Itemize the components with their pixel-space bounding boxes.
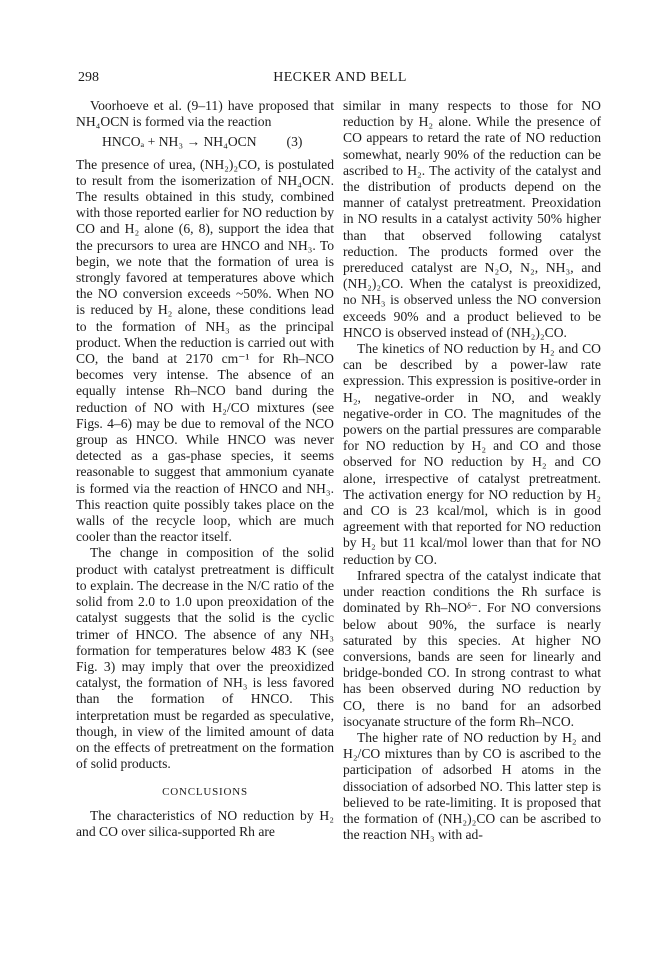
page-number: 298 — [78, 70, 99, 85]
page-header — [78, 68, 602, 88]
right-column — [343, 98, 601, 843]
paragraph-conclusions-start: The characteristics of NO reduction by H₂ and CO over silica-supported Rh are — [76, 807, 334, 839]
paragraph-infrared: Infrared spectra of the catalyst indicate that under reaction conditions the Rh surface is dominated by Rh–NOᵟ⁻. For NO conversions below about 90%, the surface is nearly saturated by this species. At higher NO conversions, bands are seen for linearly and bridge-bonded CO. In strong contrast to what has been observed during NO reduction by CO, there is no band for an adsorbed isocyanate structure of the form Rh–NCO. — [343, 567, 601, 729]
running-head: HECKER AND BELL — [273, 70, 407, 85]
equation-3 — [76, 134, 334, 150]
paragraph-conclusions-continued: similar in many respects to those for NO reduction by H₂ alone. While the presence of CO appears to retard the rate of NO reduction somewhat, nearly 90% of the reduction can be ascribed to H₂. The activity of the catalyst and the distribution of products depend on the manner of catalyst pretreatment. Preoxidation in NO results in a catalyst activity 50% higher than that observed following catalyst reduction. The products formed over the prereduced catalyst are N₂O, N₂, NH₃, and (NH₂)₂CO. When the catalyst is preoxidized, no NH₃ is observed unless the NO conversion exceeds 90% and a product believed to be HNCO is observed instead of (NH₂)₂CO. — [343, 98, 601, 340]
equation-number: (3) — [286, 134, 303, 150]
paragraph-urea: The presence of urea, (NH₂)₂CO, is postulated to result from the isomerization of NH₄OCN. The results obtained in this study, combined with those reported earlier for NO reduction by CO and H₂ alone (6, 8), support the idea that the precursors to urea are HNCO and NH₃. To begin, we note that the formation of urea is strongly favored at temperatures above which the NO conversion exceeds ~50%. When NO is reduced by H₂ alone, these conditions lead to the formation of NH₃ as the principal product. When the reduction is carried out with CO, the band at 2170 cm⁻¹ for Rh–NCO becomes very intense. The absence of an equally intense Rh–NCO band during the reduction of NO with H₂/CO mixtures (see Figs. 4–6) may be due to removal of the NCO group as HNCO. While HNCO was never detected as a gas-phase species, it seems reasonable to suggest that ammonium cyanate is formed via the reaction of HNCO and NH₃. This reaction quite possibly takes place on the walls of the recycle loop, which are much cooler than the reactor itself. — [76, 156, 334, 545]
paragraph-kinetics: The kinetics of NO reduction by H₂ and CO can be described by a power-law rate expression. This expression is positive-order in H₂, negative-order in NO, and weakly negative-order in CO. The magnitudes of the powers on the partial pressures are comparable for NO reduction by H₂ and CO and those observed for NO reduction by H₂ and CO alone, irrespective of catalyst pretreatment. The activation energy for NO reduction by H₂ and CO is 23 kcal/mol, which is in good agreement with that reported for NO reduction by H₂ but 11 kcal/mol lower than that for NO reduction by CO. — [343, 341, 601, 567]
paragraph-solid-product: The change in composition of the solid product with catalyst pretreatment is difficult to explain. The decrease in the N/C ratio of the solid from 2.0 to 1.0 upon preoxidation of the catalyst suggests that the solid is the cyclic trimer of HNCO. The absence of any NH₃ formation for temperatures below 483 K (see Fig. 3) may imply that over the preoxidized catalyst, the formation of NH₃ is less favored than the formation of HNCO. This interpretation must be regarded as speculative, though, in view of the limited amount of data on the effects of pretreatment on the formation of solid products. — [76, 545, 334, 772]
paragraph-rate-mechanism: The higher rate of NO reduction by H₂ and H₂/CO mixtures than by CO is ascribed to the participation of adsorbed H atoms in the dissociation of adsorbed NO. This latter step is believed to be rate-limiting. It is proposed that the formation of (NH₂)₂CO can be ascribed to the reaction NH₃ with ad- — [343, 729, 601, 843]
paragraph-reaction-intro: Voorhoeve et al. (9–11) have proposed that NH₄OCN is formed via the reaction — [76, 98, 334, 130]
equation-text: HNCOₐ + NH₃ → NH₄OCN — [102, 134, 257, 150]
left-column — [76, 98, 334, 840]
section-heading-conclusions: CONCLUSIONS — [162, 786, 248, 799]
